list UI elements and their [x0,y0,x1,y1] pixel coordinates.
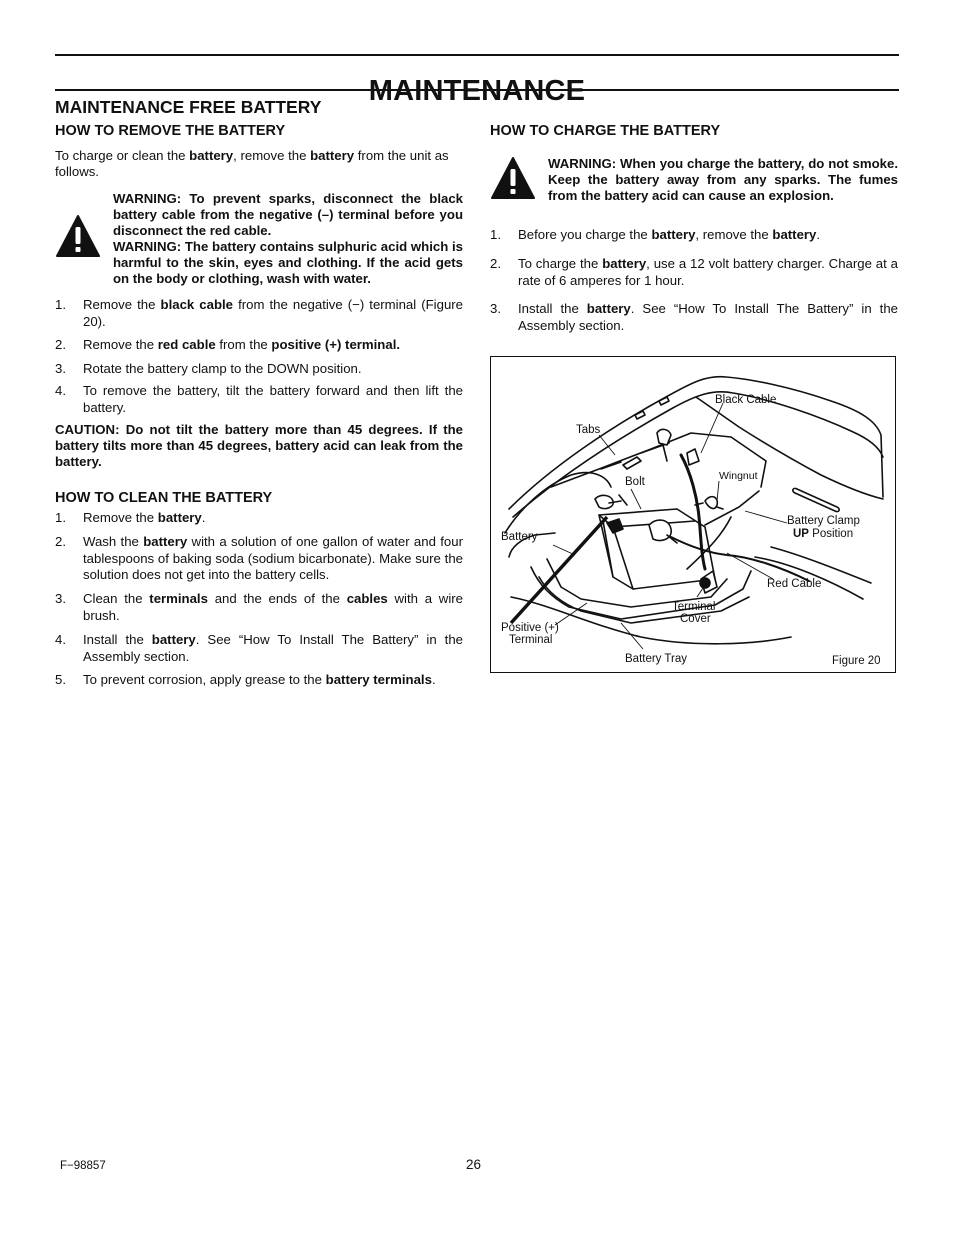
list-item: 4. Install the battery. See “How To Install The Battery” in the Assembly section. [55,632,463,664]
list-item: 3. Install the battery. See “How To Install The Battery” in the Assembly section. [490,301,898,333]
warning-triangle-icon [490,156,536,200]
label-battery: Battery [501,531,538,543]
list-item: 5. To prevent corrosion, apply grease to the battery terminals. [55,672,436,687]
list-item: 1. Remove the battery. [55,510,206,525]
remove-heading: HOW TO REMOVE THE BATTERY [55,123,286,139]
warning-acid: WARNING: The battery contains sulphuric acid which is harmful to the skin, eyes and clothing. If the acid gets on the body or clothing, wash with water. [113,239,463,286]
label-positive-terminal-2: Terminal [509,634,553,646]
list-item: 1. Remove the black cable from the negative (−) terminal (Figure 20). [55,297,464,329]
charge-warning: WARNING: When you charge the battery, do not smoke. Keep the battery away from any sparks. The fumes from the battery acid can cause an explosion. [548,156,898,203]
label-tabs: Tabs [576,424,601,436]
list-item: 2. To charge the battery, use a 12 volt battery charger. Charge at a rate of 6 amperes for 1 hour. [490,256,898,288]
clean-heading: HOW TO CLEAN THE BATTERY [55,490,273,506]
figure-20 [490,356,896,673]
remove-warnings [113,191,463,287]
label-battery-tray: Battery Tray [625,653,687,665]
remove-intro: To charge or clean the battery, remove the battery from the unit as follows. [55,148,449,180]
list-item: 3. Clean the terminals and the ends of the cables with a wire brush. [55,591,463,623]
label-red-cable: Red Cable [767,578,822,590]
label-wingnut: Wingnut [719,470,758,482]
warning-triangle-icon [55,214,101,258]
page-title: MAINTENANCE [368,75,586,108]
list-item: 4. To remove the battery, tilt the battery forward and then lift the battery. [55,383,463,415]
section-title: MAINTENANCE FREE BATTERY [55,97,322,117]
caution-text: CAUTION: Do not tilt the battery more than 45 degrees. If the battery tilts more than 45 degrees, battery acid can leak from the battery. [55,422,463,469]
label-bolt: Bolt [625,476,645,488]
warning-sparks: WARNING: To prevent sparks, disconnect the black battery cable from the negative (–) terminal before you disconnect the red cable. [113,191,463,238]
label-battery-clamp: Battery Clamp [787,515,860,527]
page-number: 26 [466,1157,482,1172]
label-terminal-cover-1: Terminal [672,601,716,613]
label-up-position: UP Position [793,528,854,540]
label-terminal-cover-2: Cover [680,613,711,625]
label-positive-terminal-1: Positive (+) [501,622,559,634]
list-item: 3. Rotate the battery clamp to the DOWN position. [55,361,362,376]
list-item: 2. Wash the battery with a solution of one gallon of water and four tablespoons of baking soda (sodium bicarbonate). Make sure the solution does not get into the battery cells. [55,534,463,583]
top-rule [55,54,899,56]
label-black-cable: Black Cable [715,394,777,406]
list-item: 2. Remove the red cable from the positive (+) terminal. [55,337,401,352]
list-item: 1. Before you charge the battery, remove the battery. [490,227,821,242]
charge-heading: HOW TO CHARGE THE BATTERY [490,123,721,139]
figure-caption: Figure 20 [832,655,881,667]
title-underline [55,89,899,91]
document-code: F−98857 [60,1160,106,1172]
